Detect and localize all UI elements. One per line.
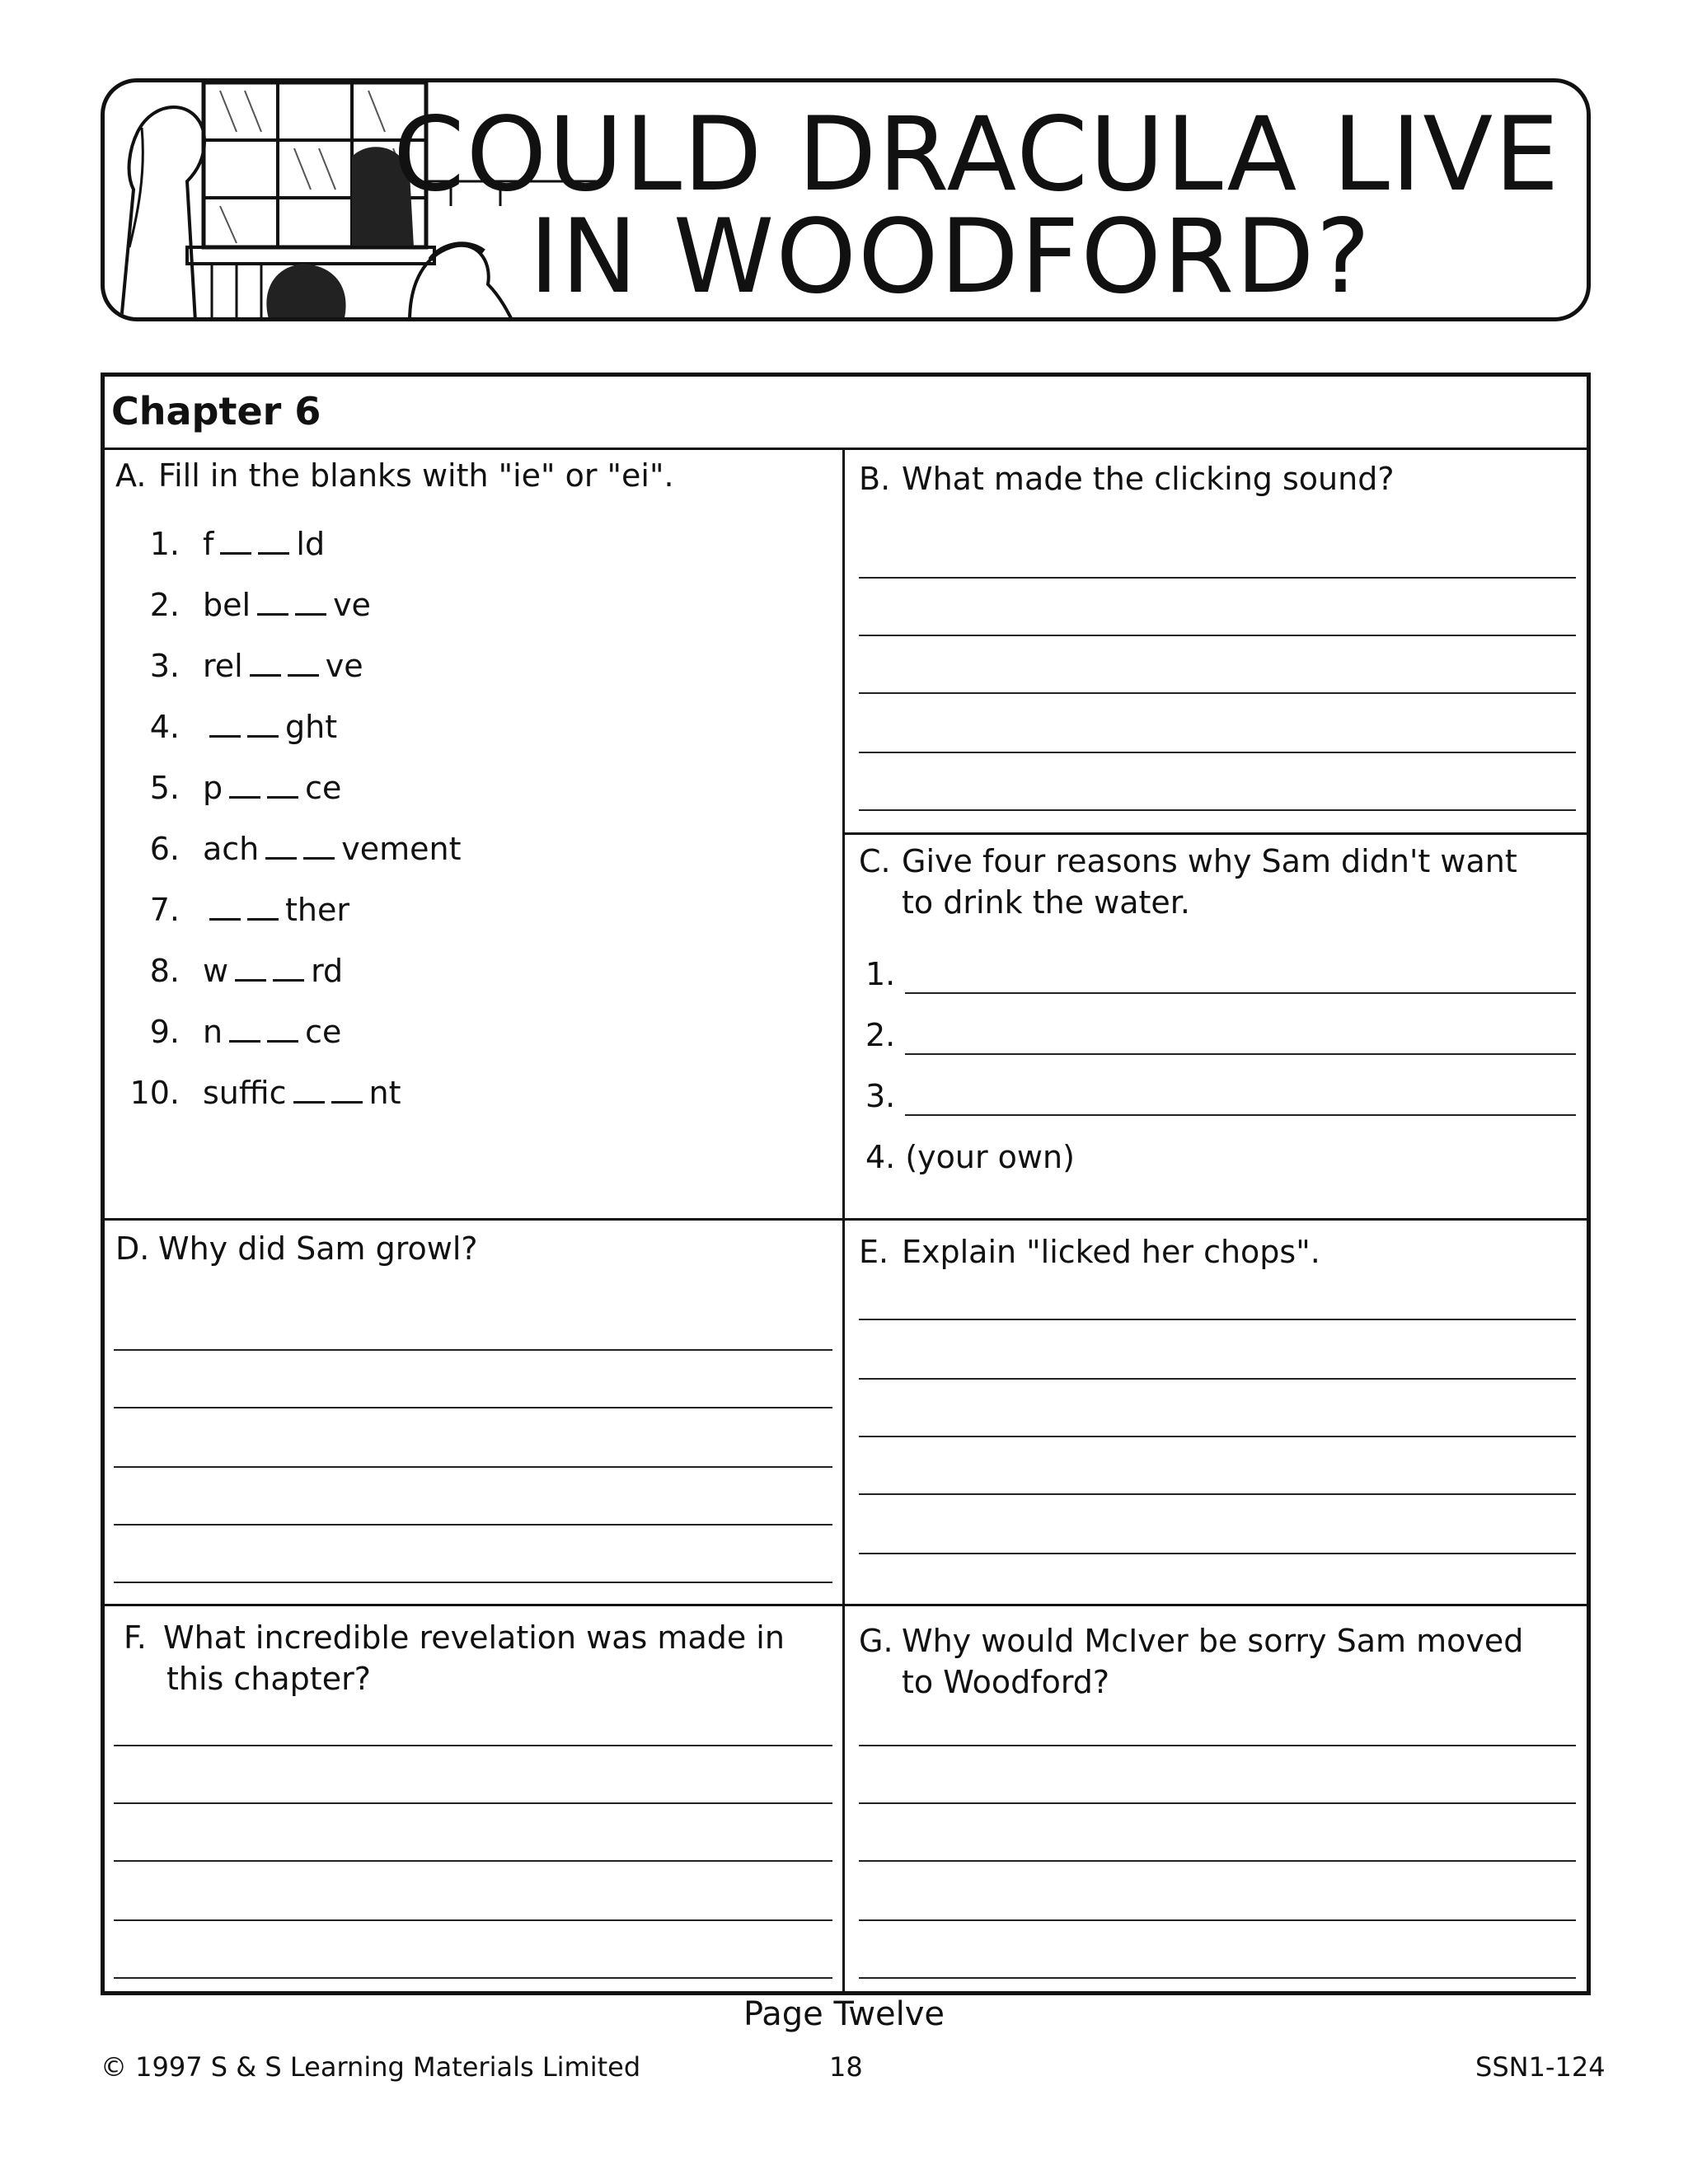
question-c-prompt-line1: Give four reasons why Sam didn't want [902,843,1517,879]
answer-line[interactable] [859,1319,1576,1320]
question-c [859,841,1517,923]
item-after: nt [368,1075,401,1111]
item-before: ach [203,831,260,867]
question-a-letter: A. [115,457,147,494]
blank-1[interactable] [250,651,281,677]
reason-number: 4. (your own) [865,1139,1075,1175]
item-after: ther [285,892,349,928]
reason-number: 3. [865,1078,896,1114]
reason-number: 1. [865,956,896,992]
item-before: p [203,770,223,806]
question-g-prompt-line1: Why would McIver be sorry Sam moved [902,1623,1524,1659]
reason-number: 2. [865,1017,896,1053]
title-line-1: COULD DRACULA LIVE [393,96,1561,214]
divider-row-2 [101,1218,1591,1221]
page-label: Page Twelve [743,1995,945,2033]
blank-2[interactable] [303,834,335,860]
question-a [115,455,674,496]
chapter-divider [101,448,1591,450]
blank-2[interactable] [267,1017,298,1043]
reason-line[interactable] [905,1114,1576,1116]
item-number: 5. [149,770,180,806]
question-e [859,1231,1320,1272]
copyright-notice: © 1997 S & S Learning Materials Limited [101,2051,641,2083]
question-g-prompt-line2: to Woodford? [902,1664,1110,1700]
answer-line[interactable] [859,1378,1576,1380]
item-after: ce [305,770,342,806]
answer-line[interactable] [859,1436,1576,1437]
blank-2[interactable] [247,895,279,921]
answer-line[interactable] [114,1802,832,1804]
question-d [115,1228,478,1269]
question-b-letter: B. [859,461,891,497]
item-number: 10. [129,1075,180,1111]
item-before: n [203,1014,223,1050]
answer-line[interactable] [859,1919,1576,1921]
item-after: ce [305,1014,342,1050]
question-e-prompt: Explain "licked her chops". [902,1234,1320,1270]
question-c-prompt-line2: to drink the water. [902,884,1190,921]
divider-row-3 [101,1604,1591,1606]
item-after: ght [285,709,338,745]
item-after: rd [311,953,344,989]
column-divider [842,448,845,1995]
question-f-prompt-line1: What incredible revelation was made in [163,1619,785,1656]
fill-item [115,1014,341,1050]
question-g-letter: G. [859,1623,893,1659]
answer-line[interactable] [114,1582,832,1583]
item-after: ld [296,526,326,562]
reason-line[interactable] [905,1053,1576,1055]
fill-item [115,831,462,867]
blank-2[interactable] [247,712,279,738]
blank-1[interactable] [293,1078,325,1104]
item-before: w [203,953,229,989]
answer-line[interactable] [859,1977,1576,1979]
answer-line[interactable] [114,1977,832,1979]
answer-line[interactable] [859,692,1576,694]
answer-line[interactable] [114,1524,832,1526]
answer-line[interactable] [859,577,1576,579]
fill-item [115,587,371,623]
blank-1[interactable] [220,529,251,555]
item-number: 9. [149,1014,180,1050]
fill-item [115,709,337,745]
answer-line[interactable] [859,752,1576,753]
item-number: 2. [149,587,180,623]
page-number: 18 [829,2051,863,2083]
answer-line[interactable] [859,1802,1576,1804]
item-before: rel [203,648,243,684]
blank-1[interactable] [209,712,241,738]
answer-line[interactable] [114,1745,832,1746]
item-number: 1. [149,526,180,562]
item-number: 4. [149,709,180,745]
fill-item [115,892,349,928]
item-before: f [203,526,214,562]
blank-2[interactable] [295,590,326,616]
divider-b-c [842,832,1591,835]
answer-line[interactable] [114,1919,832,1921]
item-number: 6. [149,831,180,867]
answer-line[interactable] [114,1407,832,1408]
blank-1[interactable] [209,895,241,921]
question-g [859,1620,1523,1703]
answer-line[interactable] [859,809,1576,811]
fill-item [115,1075,401,1111]
reason-line[interactable] [905,992,1576,994]
chapter-title: Chapter 6 [111,389,321,434]
blank-2[interactable] [273,956,304,982]
answer-line[interactable] [114,1860,832,1862]
title-banner [101,78,1591,321]
fill-item [115,648,363,684]
blank-1[interactable] [265,834,297,860]
item-after: vement [341,831,462,867]
item-number: 3. [149,648,180,684]
item-number: 7. [149,892,180,928]
question-e-letter: E. [859,1234,889,1270]
fill-item [115,953,343,989]
question-c-letter: C. [859,843,891,879]
blank-1[interactable] [235,956,266,982]
answer-line[interactable] [859,1860,1576,1862]
item-after: ve [325,648,363,684]
fill-item [115,770,341,806]
question-f-letter: F. [124,1619,147,1656]
question-a-prompt: Fill in the blanks with "ie" or "ei". [158,457,674,494]
item-number: 8. [149,953,180,989]
blank-2[interactable] [288,651,319,677]
answer-line[interactable] [114,1466,832,1468]
blank-1[interactable] [229,773,260,799]
question-d-letter: D. [115,1230,150,1267]
answer-line[interactable] [859,1553,1576,1554]
question-d-prompt: Why did Sam growl? [158,1230,478,1267]
question-f [124,1617,785,1699]
blank-2[interactable] [258,529,289,555]
item-before: suffic [203,1075,287,1111]
blank-1[interactable] [229,1017,260,1043]
answer-line[interactable] [859,635,1576,636]
question-b-prompt: What made the clicking sound? [902,461,1395,497]
question-b [859,458,1395,499]
blank-2[interactable] [267,773,298,799]
item-before: bel [203,587,251,623]
answer-line[interactable] [859,1745,1576,1746]
question-f-prompt-line2: this chapter? [166,1661,371,1697]
fill-item [115,526,325,562]
title-line-2: IN WOODFORD? [529,198,1372,316]
blank-2[interactable] [331,1078,363,1104]
answer-line[interactable] [114,1349,832,1351]
answer-line[interactable] [859,1493,1576,1495]
blank-1[interactable] [257,590,288,616]
item-after: ve [333,587,371,623]
product-code: SSN1-124 [1475,2051,1606,2083]
